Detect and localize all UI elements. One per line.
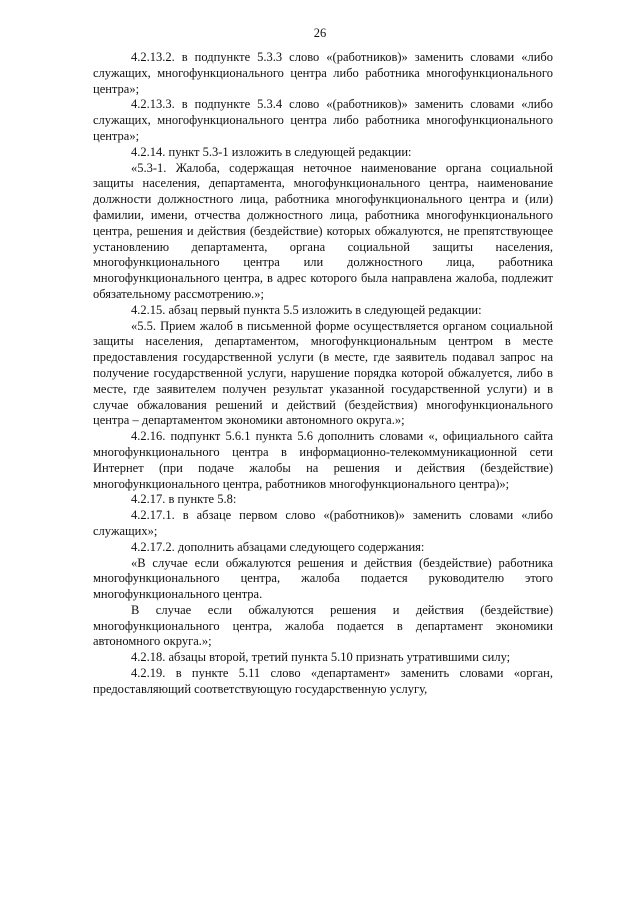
paragraph-5-5-text: «5.5. Прием жалоб в письменной форме осуществляется органом социальной защиты населения, департаментом, многофункциональным центром в месте предоставления государственной услуги (в месте, где заявитель подавал запрос на получение государственной услуги, нарушение порядка которой обжалуется, либо в месте, где заявителем получен результат указанной государственной услуги) и в случае обжалования решений и действий (бездействия) многофункционального центра – департаментом экономики автономного округа.»; bbox=[93, 318, 553, 428]
paragraph-4-2-14: 4.2.14. пункт 5.3-1 изложить в следующей редакции: bbox=[131, 144, 412, 159]
paragraph-4-2-17-1: 4.2.17.1. в абзаце первом слово «(работников)» заменить словами «либо служащих»; bbox=[93, 508, 553, 538]
paragraph-4-2-13-3: 4.2.13.3. в подпункте 5.3.4 слово «(работников)» заменить словами «либо служащих, многофункционального центра либо работника многофункционального центра»; bbox=[93, 97, 553, 143]
paragraph-4-2-13-2: 4.2.13.2. в подпункте 5.3.3 слово «(работников)» заменить словами «либо служащих, многофункционального центра либо работника многофункционального центра»; bbox=[93, 50, 553, 96]
page-number: 26 bbox=[313, 26, 327, 40]
paragraph-5-3-1-text: «5.3-1. Жалоба, содержащая неточное наименование органа социальной защиты населения, департамента, многофункционального центра, наименование должности должностного лица, работника многофункционального центра и (или) фамилии, имени, отчества должностного лица, работника многофункционального центра, решения и действия (бездействие) которых обжалуются, не препятствующее установлению департамента, органа социальной защиты населения, многофункционального центра или должностного лица, работника многофункционального центра, в адрес которого была направлена жалоба, подлежит обязательному рассмотрению.»; bbox=[93, 160, 553, 301]
paragraph-quote-center: В случае если обжалуются решения и действия (бездействие) многофункционального центра, жалоба подается в департамент экономики автономного округа.»; bbox=[93, 602, 553, 649]
paragraph-4-2-17-2: 4.2.17.2. дополнить абзацами следующего содержания: bbox=[131, 539, 425, 554]
paragraph-4-2-16: 4.2.16. подпункт 5.6.1 пункта 5.6 дополнить словами «, официального сайта многофункционального центра в информационно-телекоммуникационной сети Интернет (при подаче жалобы на решения и действия (бездействие) многофункционального центра, работников многофункционального центра)»; bbox=[93, 429, 553, 491]
paragraph-4-2-15: 4.2.15. абзац первый пункта 5.5 изложить в следующей редакции: bbox=[131, 302, 482, 317]
paragraph-4-2-17: 4.2.17. в пункте 5.8: bbox=[131, 492, 237, 507]
paragraph-quote-employee: «В случае если обжалуются решения и действия (бездействие) работника многофункционального центра, жалоба подается руководителю этого многофункционального центра. bbox=[93, 555, 553, 602]
paragraph-4-2-18: 4.2.18. абзацы второй, третий пункта 5.10 признать утратившими силу; bbox=[131, 650, 511, 665]
paragraph-4-2-19: 4.2.19. в пункте 5.11 слово «департамент» заменить словами «орган, предоставляющий соответствующую государственную услугу, bbox=[93, 666, 553, 696]
document-body bbox=[93, 50, 553, 698]
